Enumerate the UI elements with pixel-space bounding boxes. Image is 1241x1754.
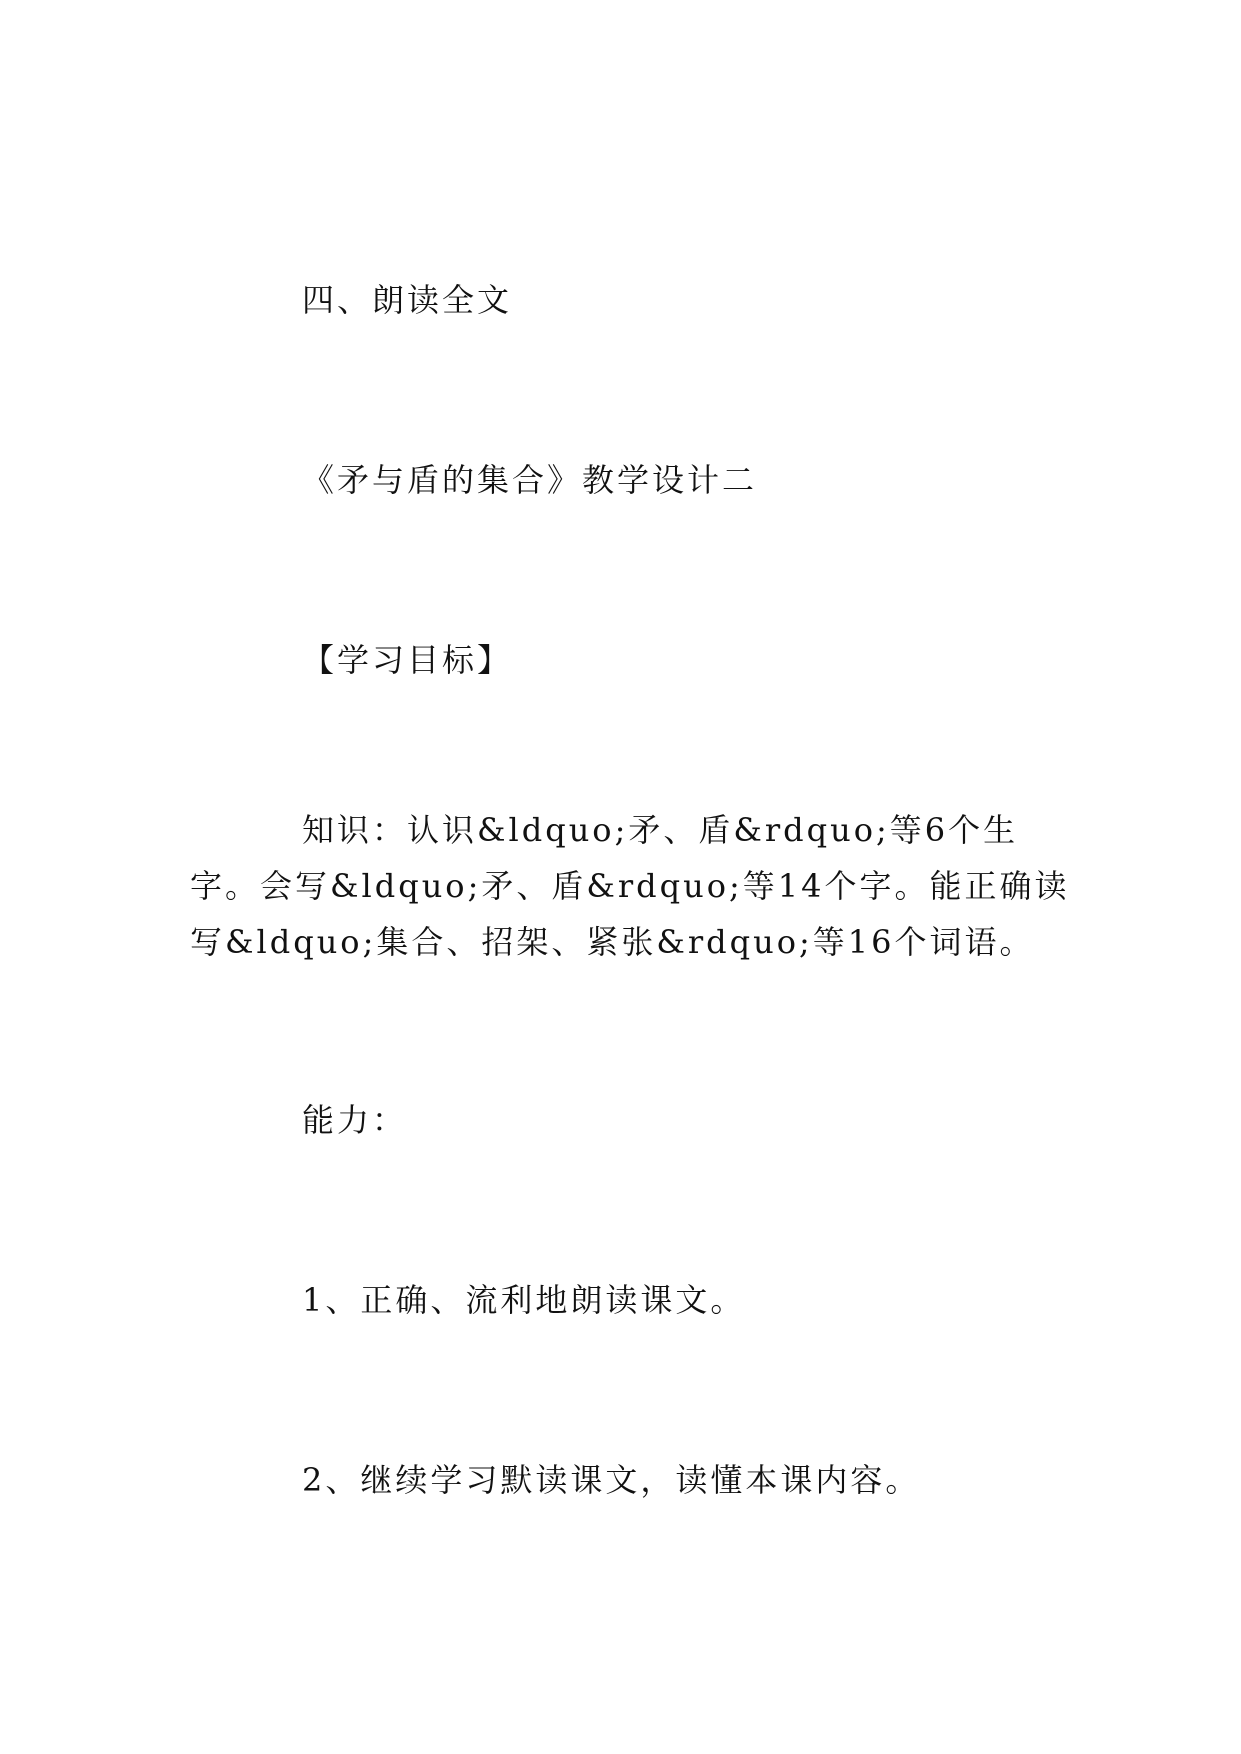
ability-item-1: 1、正确、流利地朗读课文。: [302, 1281, 746, 1319]
ability-item-2: 2、继续学习默读课文，读懂本课内容。: [302, 1461, 921, 1499]
section-heading: 四、朗读全文: [302, 281, 513, 319]
document-title: 《矛与盾的集合》教学设计二: [302, 461, 758, 499]
ability-label: 能力：: [302, 1101, 408, 1139]
knowledge-paragraph: 知识：认识&ldquo;矛、盾&rdquo;等6个生字。会写&ldquo;矛、盾&rdquo;等14个字。能正确读写&ldquo;集合、招架、紧张&rdquo;等16个词语。: [190, 811, 1070, 961]
objectives-heading: 【学习目标】: [302, 641, 513, 679]
